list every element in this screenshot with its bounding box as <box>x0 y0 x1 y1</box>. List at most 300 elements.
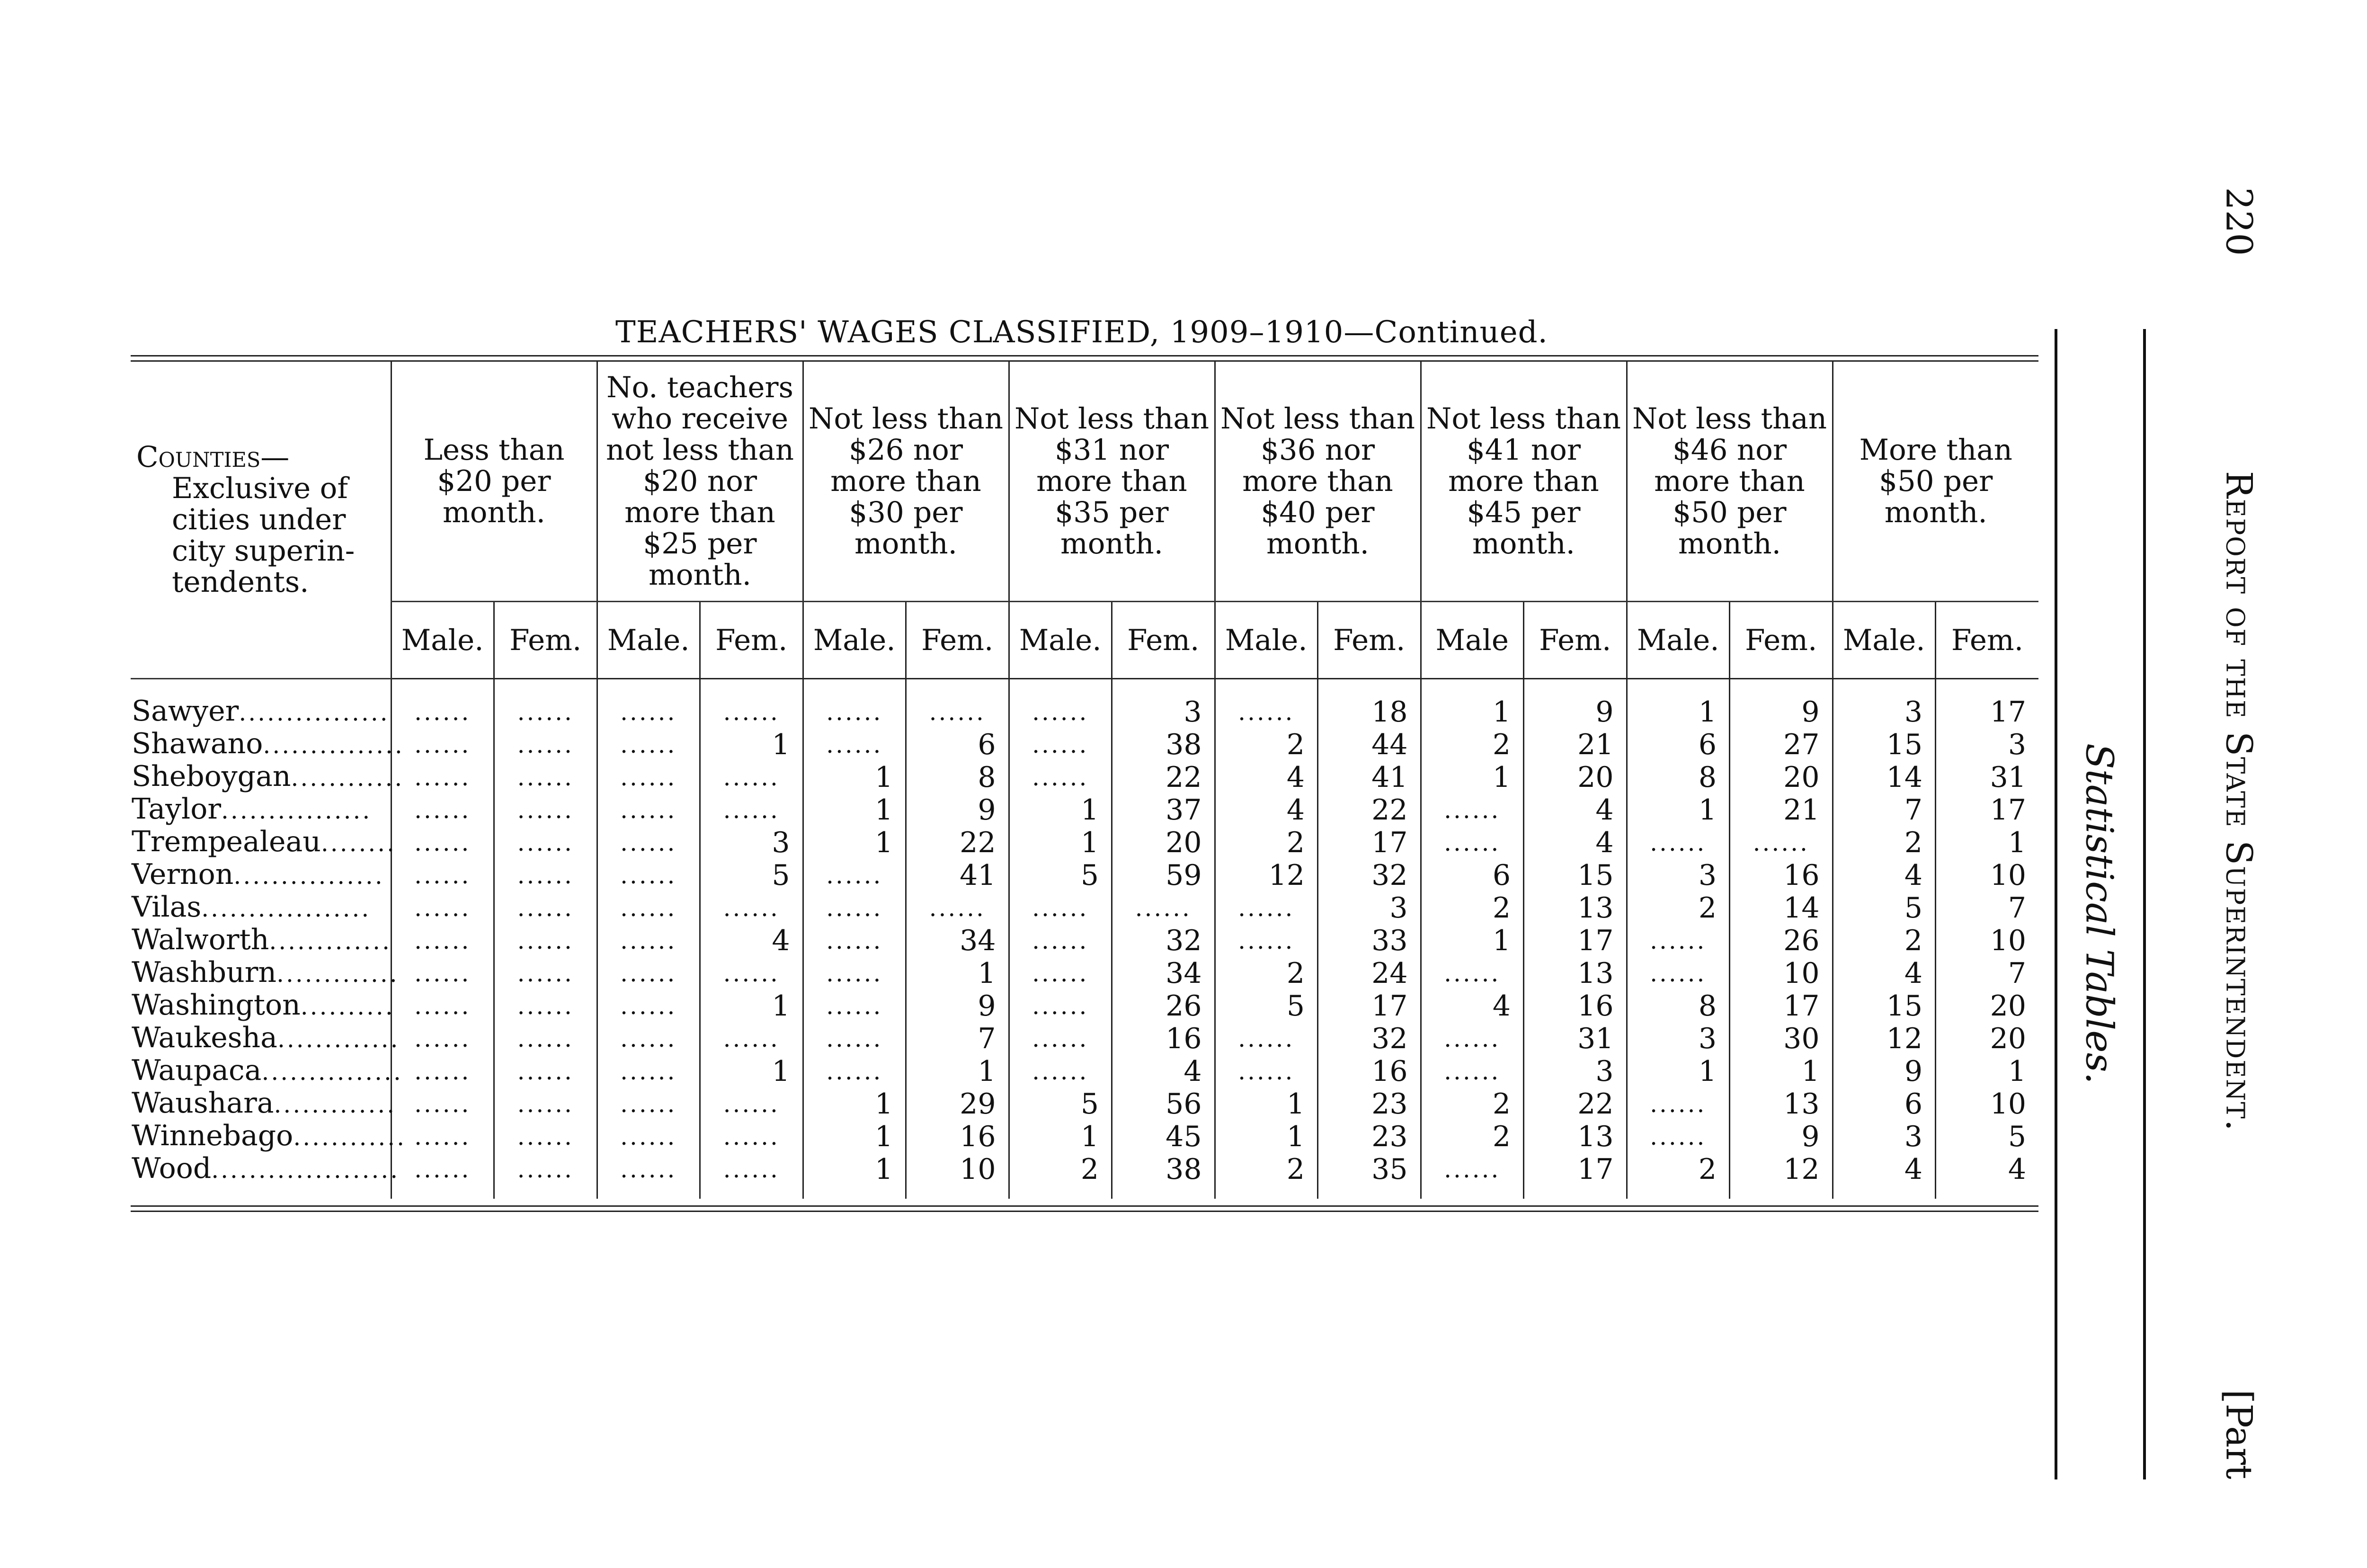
female-count-cell: 32 <box>1318 859 1421 891</box>
male-count-cell: 3 <box>1627 859 1730 891</box>
female-count-cell: ...... <box>494 793 597 826</box>
male-count-cell: 1 <box>1215 1120 1318 1153</box>
female-count-cell: 1 <box>1936 826 2039 859</box>
female-count-cell: 4 <box>700 924 803 957</box>
male-count-cell: 4 <box>1421 989 1524 1022</box>
female-count-cell: 1 <box>700 1055 803 1087</box>
male-count-cell: 5 <box>1833 891 1936 924</box>
male-count-cell: 8 <box>1627 989 1730 1022</box>
male-count-cell: 4 <box>1215 761 1318 793</box>
female-count-cell: 14 <box>1730 891 1833 924</box>
male-count-cell: ...... <box>597 891 700 924</box>
male-count-cell: ...... <box>803 859 906 891</box>
male-subheader: Male. <box>1009 602 1112 679</box>
male-count-cell: ...... <box>1421 1055 1524 1087</box>
male-count-cell: ...... <box>1009 679 1112 729</box>
male-count-cell: ...... <box>391 957 494 989</box>
male-count-cell: ...... <box>391 1087 494 1120</box>
table-row <box>131 1153 2038 1199</box>
female-count-cell: ...... <box>1112 891 1215 924</box>
female-count-cell: 59 <box>1112 859 1215 891</box>
female-count-cell: 3 <box>1936 728 2039 761</box>
female-count-cell: ...... <box>700 1120 803 1153</box>
county-name: Walworth............. <box>132 923 392 956</box>
male-count-cell: ...... <box>597 957 700 989</box>
female-count-cell: ...... <box>494 957 597 989</box>
female-count-cell: 20 <box>1112 826 1215 859</box>
male-count-cell: 4 <box>1833 1153 1936 1199</box>
female-count-cell: 9 <box>1730 1120 1833 1153</box>
female-count-cell: 44 <box>1318 728 1421 761</box>
female-count-cell: 35 <box>1318 1153 1421 1199</box>
male-count-cell: 2 <box>1215 728 1318 761</box>
male-count-cell: 6 <box>1421 859 1524 891</box>
female-subheader: Fem. <box>700 602 803 679</box>
female-count-cell: 9 <box>1730 679 1833 729</box>
male-count-cell: ...... <box>1215 1022 1318 1055</box>
male-count-cell: ...... <box>1009 1055 1112 1087</box>
male-count-cell: ...... <box>597 728 700 761</box>
male-count-cell: 6 <box>1627 728 1730 761</box>
male-count-cell: 5 <box>1009 1087 1112 1120</box>
male-count-cell: ...... <box>597 1055 700 1087</box>
county-name: Washington.......... <box>132 989 395 1022</box>
male-count-cell: ...... <box>597 924 700 957</box>
female-count-cell: 26 <box>1730 924 1833 957</box>
male-count-cell: ...... <box>391 1022 494 1055</box>
male-count-cell: ...... <box>1421 1153 1524 1199</box>
county-name: Sawyer................ <box>132 695 390 728</box>
male-count-cell: ...... <box>391 891 494 924</box>
female-count-cell: 3 <box>1524 1055 1627 1087</box>
female-count-cell: 4 <box>1524 793 1627 826</box>
female-count-cell: ...... <box>700 891 803 924</box>
male-count-cell: 5 <box>1009 859 1112 891</box>
male-count-cell: 2 <box>1421 728 1524 761</box>
male-count-cell: 1 <box>803 826 906 859</box>
female-count-cell: 32 <box>1112 924 1215 957</box>
male-count-cell: 1 <box>803 1120 906 1153</box>
male-count-cell: ...... <box>1009 728 1112 761</box>
female-count-cell: ...... <box>700 1153 803 1199</box>
male-count-cell: 12 <box>1215 859 1318 891</box>
page-number: 220 <box>2218 187 2260 256</box>
table-row <box>131 1120 2038 1153</box>
male-count-cell: ...... <box>391 679 494 729</box>
male-count-cell: 1 <box>1215 1087 1318 1120</box>
female-count-cell: 10 <box>906 1153 1009 1199</box>
male-count-cell: ...... <box>597 826 700 859</box>
female-count-cell: 37 <box>1112 793 1215 826</box>
female-count-cell: ...... <box>1730 826 1833 859</box>
female-count-cell: ...... <box>700 793 803 826</box>
male-count-cell: 1 <box>803 1153 906 1199</box>
group-header-3: Not less than $26 nor more than $30 per month. <box>803 362 1009 602</box>
county-column-header: Counties— Exclusive of cities under city superin-tendents. <box>131 362 391 679</box>
female-count-cell: 33 <box>1318 924 1421 957</box>
female-count-cell: 3 <box>1318 891 1421 924</box>
female-count-cell: 17 <box>1524 924 1627 957</box>
female-count-cell: ...... <box>700 1022 803 1055</box>
top-double-rule <box>131 355 2038 362</box>
running-header-text: Report of the State Superintendent. <box>2218 471 2260 1132</box>
male-count-cell: 9 <box>1833 1055 1936 1087</box>
male-count-cell: 6 <box>1833 1087 1936 1120</box>
male-count-cell: 2 <box>1215 957 1318 989</box>
male-count-cell: ...... <box>1627 826 1730 859</box>
male-count-cell: 2 <box>1627 891 1730 924</box>
male-subheader: Male. <box>391 602 494 679</box>
female-count-cell: 17 <box>1936 793 2039 826</box>
female-count-cell: 4 <box>1936 1153 2039 1199</box>
male-count-cell: 1 <box>1627 679 1730 729</box>
bottom-double-rule <box>131 1205 2038 1212</box>
female-count-cell: 7 <box>1936 891 2039 924</box>
female-count-cell: ...... <box>494 826 597 859</box>
male-count-cell: ...... <box>597 1120 700 1153</box>
female-count-cell: 26 <box>1112 989 1215 1022</box>
female-count-cell: 7 <box>1936 957 2039 989</box>
female-count-cell: 16 <box>1524 989 1627 1022</box>
female-count-cell: 1 <box>1936 1055 2039 1087</box>
wages-grid <box>131 362 2038 1199</box>
female-count-cell: 22 <box>1318 793 1421 826</box>
table-title: TEACHERS' WAGES CLASSIFIED, 1909–1910—Continued. <box>615 315 1548 350</box>
female-count-cell: 16 <box>1318 1055 1421 1087</box>
table-row <box>131 989 2038 1022</box>
vertical-rule <box>2055 329 2057 1479</box>
male-count-cell: 2 <box>1627 1153 1730 1199</box>
group-header-2: No. teachers who receive not less than $20 nor more than $25 per month. <box>597 362 803 602</box>
female-subheader: Fem. <box>494 602 597 679</box>
male-count-cell: 2 <box>1421 891 1524 924</box>
male-count-cell: ...... <box>1009 957 1112 989</box>
female-count-cell: 16 <box>906 1120 1009 1153</box>
female-count-cell: 10 <box>1936 924 2039 957</box>
male-count-cell: ...... <box>1215 679 1318 729</box>
male-count-cell: ...... <box>1009 924 1112 957</box>
county-name: Trempealeau........ <box>132 825 397 858</box>
female-count-cell: 3 <box>1112 679 1215 729</box>
female-count-cell: 16 <box>1730 859 1833 891</box>
female-count-cell: 34 <box>1112 957 1215 989</box>
female-count-cell: 1 <box>1730 1055 1833 1087</box>
section-side-title: Statistical Tables. <box>2077 743 2122 1085</box>
female-count-cell: 10 <box>1730 957 1833 989</box>
female-count-cell: 38 <box>1112 1153 1215 1199</box>
male-subheader: Male. <box>1627 602 1730 679</box>
female-count-cell: 23 <box>1318 1087 1421 1120</box>
county-name: Wood.................... <box>132 1152 400 1185</box>
table-row <box>131 1022 2038 1055</box>
group-header-5: Not less than $36 nor more than $40 per month. <box>1215 362 1421 602</box>
female-count-cell: 9 <box>906 989 1009 1022</box>
male-subheader: Male <box>1421 602 1524 679</box>
male-count-cell: ...... <box>391 989 494 1022</box>
female-count-cell: 13 <box>1524 891 1627 924</box>
female-count-cell: ...... <box>494 989 597 1022</box>
county-name: Vernon................ <box>132 858 384 891</box>
female-count-cell: 6 <box>906 728 1009 761</box>
county-name: Winnebago............ <box>132 1119 407 1152</box>
male-count-cell: ...... <box>1009 891 1112 924</box>
female-count-cell: 4 <box>1112 1055 1215 1087</box>
male-count-cell: ...... <box>1421 1022 1524 1055</box>
female-count-cell: 13 <box>1524 1120 1627 1153</box>
male-count-cell: 5 <box>1215 989 1318 1022</box>
male-count-cell: ...... <box>597 859 700 891</box>
table-row <box>131 793 2038 826</box>
male-count-cell: ...... <box>597 989 700 1022</box>
female-count-cell: 13 <box>1524 957 1627 989</box>
female-count-cell: 27 <box>1730 728 1833 761</box>
male-count-cell: 2 <box>1215 826 1318 859</box>
male-count-cell: ...... <box>803 1055 906 1087</box>
group-header-4: Not less than $31 nor more than $35 per month. <box>1009 362 1215 602</box>
male-count-cell: ...... <box>803 1022 906 1055</box>
female-count-cell: 1 <box>700 989 803 1022</box>
group-header-1: Less than $20 per month. <box>391 362 597 602</box>
female-count-cell: 8 <box>906 761 1009 793</box>
male-count-cell: 7 <box>1833 793 1936 826</box>
female-count-cell: 30 <box>1730 1022 1833 1055</box>
male-count-cell: 2 <box>1215 1153 1318 1199</box>
male-count-cell: ...... <box>391 728 494 761</box>
male-count-cell: 2 <box>1421 1087 1524 1120</box>
female-count-cell: 34 <box>906 924 1009 957</box>
county-name: Washburn............. <box>132 956 399 989</box>
male-count-cell: 1 <box>803 761 906 793</box>
female-count-cell: 20 <box>1730 761 1833 793</box>
female-count-cell: 3 <box>700 826 803 859</box>
table-row <box>131 826 2038 859</box>
male-count-cell: ...... <box>803 679 906 729</box>
male-count-cell: 3 <box>1833 679 1936 729</box>
female-count-cell: ...... <box>494 1055 597 1087</box>
female-count-cell: 10 <box>1936 859 2039 891</box>
female-count-cell: 1 <box>906 957 1009 989</box>
table-row <box>131 891 2038 924</box>
female-subheader: Fem. <box>1730 602 1833 679</box>
female-count-cell: 29 <box>906 1087 1009 1120</box>
male-count-cell: ...... <box>1421 793 1524 826</box>
male-count-cell: ...... <box>391 1120 494 1153</box>
female-subheader: Fem. <box>906 602 1009 679</box>
female-count-cell: 17 <box>1524 1153 1627 1199</box>
female-count-cell: 24 <box>1318 957 1421 989</box>
female-count-cell: 5 <box>1936 1120 2039 1153</box>
table-row <box>131 957 2038 989</box>
table-row <box>131 924 2038 957</box>
male-count-cell: ...... <box>1009 989 1112 1022</box>
male-count-cell: 14 <box>1833 761 1936 793</box>
table-row <box>131 679 2038 729</box>
male-count-cell: ...... <box>803 891 906 924</box>
male-count-cell: 4 <box>1833 859 1936 891</box>
county-name: Waukesha............. <box>132 1021 400 1054</box>
male-count-cell: ...... <box>1627 957 1730 989</box>
male-count-cell: 8 <box>1627 761 1730 793</box>
male-count-cell: ...... <box>391 761 494 793</box>
male-count-cell: ...... <box>803 728 906 761</box>
female-count-cell: 31 <box>1936 761 2039 793</box>
female-count-cell: ...... <box>494 859 597 891</box>
male-count-cell: 1 <box>1009 1120 1112 1153</box>
county-name: Waushara............. <box>132 1087 397 1120</box>
male-count-cell: 12 <box>1833 1022 1936 1055</box>
male-count-cell: 3 <box>1627 1022 1730 1055</box>
female-count-cell: 18 <box>1318 679 1421 729</box>
female-count-cell: 17 <box>1318 826 1421 859</box>
female-count-cell: ...... <box>494 891 597 924</box>
table-row <box>131 1087 2038 1120</box>
male-count-cell: ...... <box>1009 1022 1112 1055</box>
wages-table <box>131 355 2038 1212</box>
female-count-cell: ...... <box>494 1087 597 1120</box>
male-count-cell: ...... <box>597 1022 700 1055</box>
female-count-cell: ...... <box>906 891 1009 924</box>
female-count-cell: 1 <box>906 1055 1009 1087</box>
table-row <box>131 859 2038 891</box>
male-count-cell: ...... <box>597 1087 700 1120</box>
male-subheader: Male. <box>1833 602 1936 679</box>
female-count-cell: 16 <box>1112 1022 1215 1055</box>
male-subheader: Male. <box>803 602 906 679</box>
group-header-7: Not less than $46 nor more than $50 per month. <box>1627 362 1833 602</box>
male-count-cell: 2 <box>1009 1153 1112 1199</box>
male-count-cell: 1 <box>1627 1055 1730 1087</box>
male-count-cell: ...... <box>597 1153 700 1199</box>
female-count-cell: ...... <box>494 728 597 761</box>
female-count-cell: 23 <box>1318 1120 1421 1153</box>
female-count-cell: ...... <box>494 924 597 957</box>
male-count-cell: ...... <box>391 924 494 957</box>
female-count-cell: ...... <box>494 1153 597 1199</box>
male-count-cell: ...... <box>1627 1087 1730 1120</box>
male-count-cell: 2 <box>1421 1120 1524 1153</box>
female-count-cell: 22 <box>1524 1087 1627 1120</box>
male-subheader: Male. <box>597 602 700 679</box>
female-count-cell: ...... <box>700 761 803 793</box>
female-count-cell: 10 <box>1936 1087 2039 1120</box>
female-count-cell: ...... <box>906 679 1009 729</box>
female-count-cell: 17 <box>1318 989 1421 1022</box>
male-count-cell: ...... <box>1215 924 1318 957</box>
male-count-cell: 15 <box>1833 989 1936 1022</box>
female-subheader: Fem. <box>1524 602 1627 679</box>
male-count-cell: ...... <box>597 793 700 826</box>
female-count-cell: 13 <box>1730 1087 1833 1120</box>
male-count-cell: ...... <box>1215 891 1318 924</box>
female-count-cell: 21 <box>1524 728 1627 761</box>
county-name: Shawano............... <box>132 727 404 760</box>
female-count-cell: 41 <box>1318 761 1421 793</box>
male-count-cell: 4 <box>1215 793 1318 826</box>
male-subheader: Male. <box>1215 602 1318 679</box>
female-count-cell: 31 <box>1524 1022 1627 1055</box>
female-count-cell: 12 <box>1730 1153 1833 1199</box>
female-count-cell: 9 <box>1524 679 1627 729</box>
female-subheader: Fem. <box>1936 602 2039 679</box>
male-count-cell: ...... <box>803 957 906 989</box>
female-count-cell: 17 <box>1936 679 2039 729</box>
female-count-cell: 56 <box>1112 1087 1215 1120</box>
female-count-cell: 1 <box>700 728 803 761</box>
male-count-cell: ...... <box>803 924 906 957</box>
male-count-cell: ...... <box>803 989 906 1022</box>
female-count-cell: ...... <box>700 957 803 989</box>
male-count-cell: ...... <box>1627 924 1730 957</box>
male-count-cell: 1 <box>1009 793 1112 826</box>
county-name: Waupaca............... <box>132 1054 403 1087</box>
male-count-cell: ...... <box>391 859 494 891</box>
female-count-cell: 41 <box>906 859 1009 891</box>
female-subheader: Fem. <box>1112 602 1215 679</box>
male-count-cell: 1 <box>803 1087 906 1120</box>
table-row <box>131 1055 2038 1087</box>
female-count-cell: 20 <box>1524 761 1627 793</box>
female-count-cell: 38 <box>1112 728 1215 761</box>
female-count-cell: ...... <box>700 1087 803 1120</box>
male-count-cell: ...... <box>391 1153 494 1199</box>
male-count-cell: 1 <box>1627 793 1730 826</box>
male-count-cell: ...... <box>1421 826 1524 859</box>
female-count-cell: ...... <box>494 1120 597 1153</box>
male-count-cell: 2 <box>1833 924 1936 957</box>
female-count-cell: ...... <box>700 679 803 729</box>
female-count-cell: 9 <box>906 793 1009 826</box>
male-count-cell: 4 <box>1833 957 1936 989</box>
male-count-cell: 1 <box>1421 761 1524 793</box>
male-count-cell: 1 <box>803 793 906 826</box>
group-header-6: Not less than $41 nor more than $45 per month. <box>1421 362 1627 602</box>
table-row <box>131 761 2038 793</box>
male-count-cell: ...... <box>1627 1120 1730 1153</box>
male-count-cell: ...... <box>1215 1055 1318 1087</box>
male-count-cell: 2 <box>1833 826 1936 859</box>
male-count-cell: 1 <box>1421 924 1524 957</box>
table-body <box>131 679 2038 1199</box>
female-count-cell: ...... <box>494 1022 597 1055</box>
female-count-cell: 5 <box>700 859 803 891</box>
female-count-cell: 21 <box>1730 793 1833 826</box>
female-count-cell: 4 <box>1524 826 1627 859</box>
male-count-cell: ...... <box>1009 761 1112 793</box>
female-subheader: Fem. <box>1318 602 1421 679</box>
female-count-cell: 22 <box>1112 761 1215 793</box>
table-row <box>131 728 2038 761</box>
male-count-cell: ...... <box>597 761 700 793</box>
running-head <box>2218 187 2260 1479</box>
female-count-cell: ...... <box>494 679 597 729</box>
male-count-cell: ...... <box>391 793 494 826</box>
county-name: Vilas.................. <box>132 891 371 924</box>
female-count-cell: 22 <box>906 826 1009 859</box>
male-count-cell: 3 <box>1833 1120 1936 1153</box>
group-header-8: More than $50 per month. <box>1833 362 2038 602</box>
county-name: Taylor................ <box>132 793 372 826</box>
female-count-cell: 20 <box>1936 1022 2039 1055</box>
female-count-cell: ...... <box>494 761 597 793</box>
male-count-cell: 1 <box>1421 679 1524 729</box>
part-marker: [Part <box>2218 1390 2260 1479</box>
vertical-rule <box>2143 329 2146 1479</box>
county-name: Sheboygan............ <box>132 760 404 793</box>
male-count-cell: ...... <box>1421 957 1524 989</box>
female-count-cell: 32 <box>1318 1022 1421 1055</box>
female-count-cell: 45 <box>1112 1120 1215 1153</box>
male-count-cell: ...... <box>597 679 700 729</box>
